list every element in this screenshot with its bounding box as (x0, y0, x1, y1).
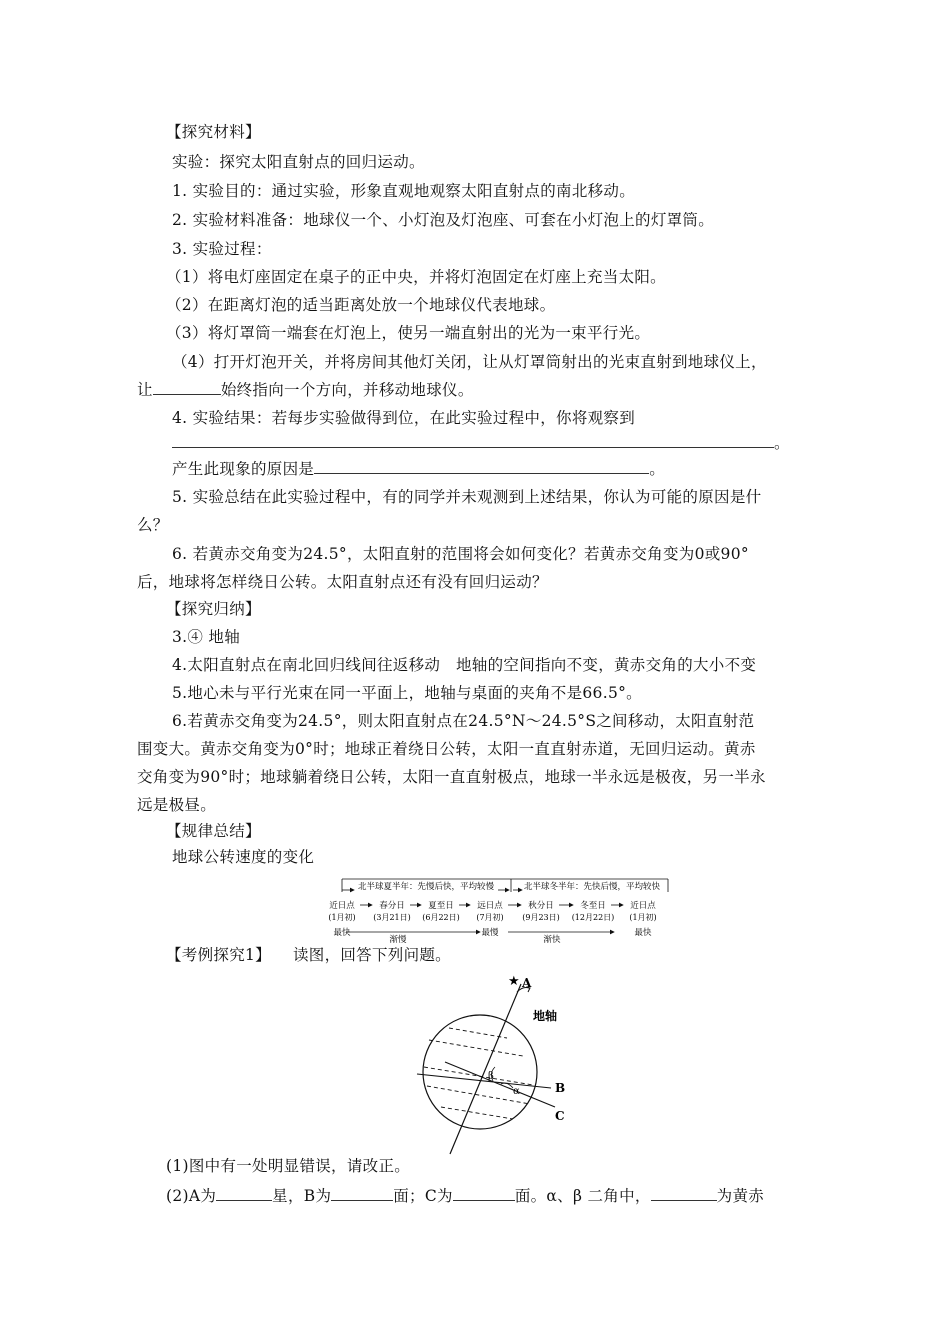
speed-point-date: (1月初) (328, 913, 356, 922)
q2-part-b: 面；C为 (393, 1187, 453, 1205)
fast-label: 渐快 (543, 935, 561, 944)
fill-blank[interactable] (153, 379, 221, 395)
answer-5: 5.地心未与平行光束在同一平面上，地轴与桌面的夹角不是66.5°。 (172, 684, 642, 702)
section-title-guina: 【探究归纳】 (166, 600, 261, 618)
fill-blank[interactable] (651, 1185, 717, 1201)
speed-point-date: (9月23日) (522, 913, 560, 922)
experiment-item-4: 4. 实验结果：若每步实验做得到位，在此实验过程中，你将观察到 (172, 409, 636, 427)
speed-point-name: 近日点 (329, 901, 355, 911)
experiment-item-5b: 么？ (137, 516, 169, 534)
experiment-item-1: 1. 实验目的：通过实验，形象直观地观察太阳直射点的南北移动。 (172, 182, 636, 200)
example-prompt: 读图，回答下列问题。 (292, 946, 451, 964)
step4b-suffix: 始终指向一个方向，并移动地球仪。 (220, 381, 474, 399)
winter-half-label: 北半球冬半年：先快后慢，平均较快 (523, 882, 661, 892)
experiment-step-4b (137, 379, 474, 401)
speed-point-name: 春分日 (379, 901, 405, 911)
experiment-item-5a: 5. 实验总结在此实验过程中，有的同学并未观测到上述结果，你认为可能的原因是什 (172, 488, 762, 506)
speed-point-name: 夏至日 (428, 901, 454, 911)
experiment-item-2: 2. 实验材料准备：地球仪一个、小灯泡及灯泡座、可套在小灯泡上的灯罩筒。 (172, 211, 715, 229)
example-heading (166, 944, 451, 966)
speed-point-date: (7月初) (476, 913, 504, 922)
earth-axis-diagram (405, 968, 585, 1158)
experiment-item-4-blank-line (172, 432, 790, 454)
experiment-intro: 实验：探究太阳直射点的回归运动。 (172, 153, 425, 171)
experiment-item-6b: 后，地球将怎样绕日公转。太阳直射点还有没有回归运动？ (137, 573, 548, 591)
answer-6-line1: 6.若黄赤交角变为24.5°，则太阳直射点在24.5°N～24.5°S之间移动，太阳直射范 (172, 712, 755, 730)
star-icon: ★ (508, 974, 520, 989)
experiment-item-3: 3. 实验过程： (172, 240, 272, 258)
experiment-step-3: （3）将灯罩筒一端套在灯泡上，使另一端直射出的光为一束平行光。 (166, 324, 651, 342)
answer-6-line4: 远是极昼。 (137, 796, 217, 814)
label-axis: 地轴 (533, 1009, 558, 1023)
experiment-item-6a: 6. 若黄赤交角变为24.5°，太阳直射的范围将会如何变化？若黄赤交角变为0或90° (172, 545, 749, 563)
fill-blank[interactable] (172, 432, 774, 448)
item4-end: 。 (774, 434, 790, 452)
answer-6-line2: 围变大。黄赤交角变为0°时；地球正着绕日公转，太阳一直直射赤道，无回归运动。黄赤 (137, 740, 756, 758)
label-alpha: α (513, 1086, 520, 1097)
q2-part-a: 星，B为 (272, 1187, 332, 1205)
experiment-step-1: （1）将电灯座固定在桌子的正中央，并将灯泡固定在灯座上充当太阳。 (166, 268, 666, 286)
fill-blank[interactable] (331, 1185, 393, 1201)
revolution-speed-diagram (312, 872, 672, 944)
fill-blank[interactable] (453, 1185, 515, 1201)
reason-prefix: 产生此现象的原因是 (172, 460, 315, 478)
example-q2 (166, 1185, 764, 1207)
section-title-material: 【探究材料】 (166, 123, 261, 141)
speed-point-speed: 最慢 (481, 928, 499, 938)
speed-point-speed: 最快 (333, 928, 351, 938)
speed-point-date: (6月22日) (422, 913, 460, 922)
step4b-prefix: 让 (137, 381, 153, 399)
answer-6-line3: 交角变为90°时；地球躺着绕日公转，太阳一直直射极点，地球一半永远是极夜，另一半永 (137, 768, 766, 786)
speed-point-speed: 最快 (634, 928, 652, 938)
rule-subtitle: 地球公转速度的变化 (172, 848, 315, 866)
answer-4: 4.太阳直射点在南北回归线间往返移动 地轴的空间指向不变，黄赤交角的大小不变 (172, 656, 757, 674)
experiment-reason (172, 458, 665, 480)
slow-label: 渐慢 (389, 935, 407, 944)
speed-point-name: 近日点 (630, 901, 656, 911)
section-title-rule: 【规律总结】 (166, 822, 261, 840)
summer-half-label: 北半球夏半年：先慢后快，平均较慢 (357, 882, 495, 892)
speed-point-name: 秋分日 (528, 901, 554, 911)
experiment-step-4a: （4）打开灯泡开关，并将房间其他灯关闭，让从灯罩筒射出的光束直射到地球仪上， (172, 353, 767, 371)
q2-prefix: (2)A为 (166, 1187, 217, 1205)
label-beta: β (488, 1071, 494, 1082)
fill-blank[interactable] (216, 1185, 272, 1201)
speed-point-date: (3月21日) (373, 913, 411, 922)
label-c: C (555, 1109, 565, 1123)
speed-point-date: (1月初) (629, 913, 657, 922)
experiment-step-2: （2）在距离灯泡的适当距离处放一个地球仪代表地球。 (166, 296, 556, 314)
example-q1: (1)图中有一处明显错误，请改正。 (166, 1157, 411, 1175)
q2-part-d: 为黄赤 (716, 1187, 765, 1205)
answer-3: 3.④ 地轴 (172, 628, 241, 646)
speed-point-date: (12月22日) (571, 913, 615, 922)
label-a: A (522, 976, 532, 990)
section-title-example: 【考例探究1】 (166, 946, 271, 964)
speed-point-name: 远日点 (477, 901, 503, 911)
speed-point-name: 冬至日 (580, 901, 606, 911)
fill-blank[interactable] (314, 458, 649, 474)
reason-end: 。 (649, 460, 666, 478)
q2-part-c: 面。α、β 二角中， (514, 1187, 651, 1205)
label-b: B (555, 1081, 566, 1095)
